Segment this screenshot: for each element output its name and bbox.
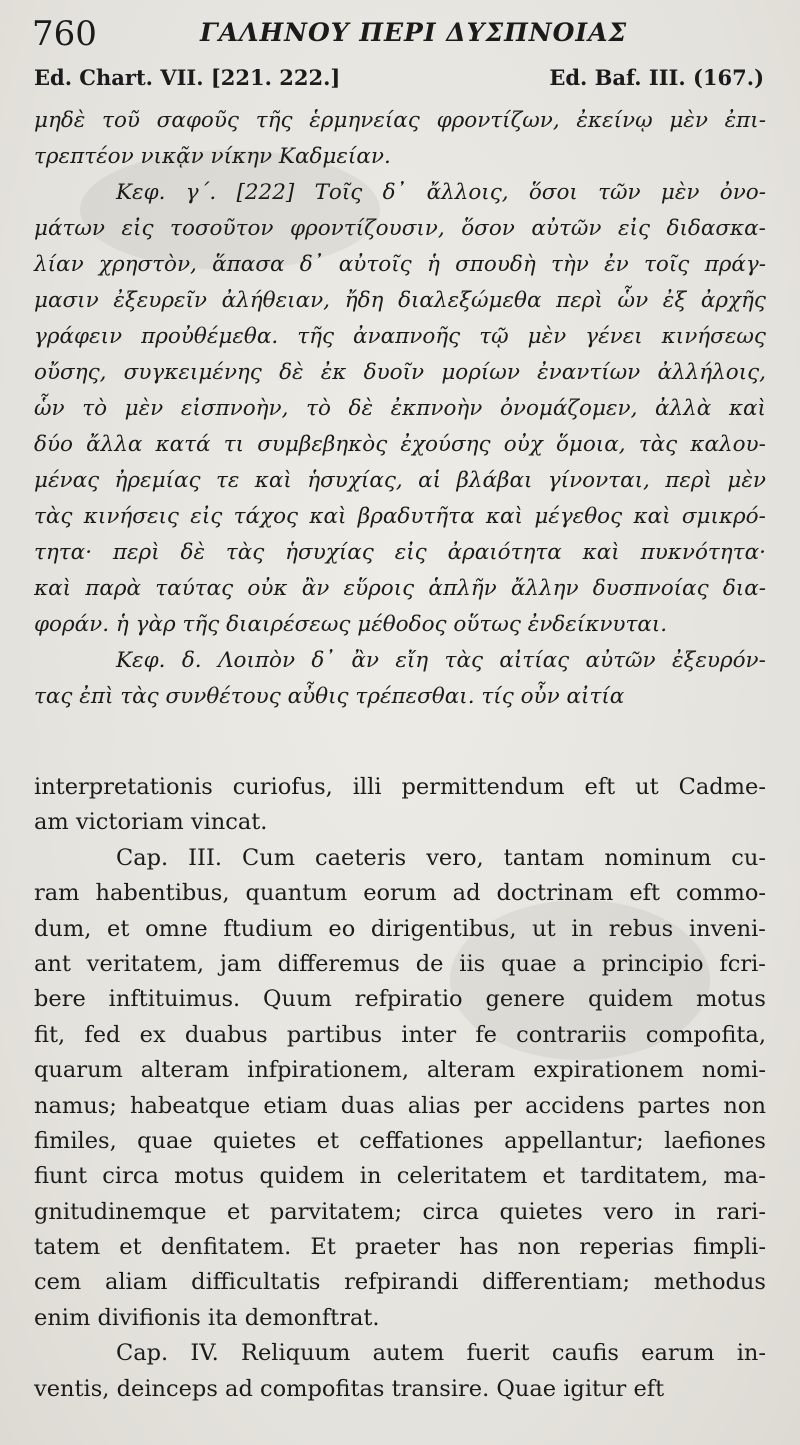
- greek-text-line: μηδὲ τοῦ σαφοῦς τῆς ἑρμηνείας φροντίζων, ἐκείνῳ μὲν ἐπι-: [34, 108, 766, 133]
- greek-text-line: Κεφ. γ΄. [222] Τοῖς δ᾽ ἄλλοις, ὅσοι τῶν μὲν ὀνο-: [116, 180, 766, 205]
- page-number: 760: [32, 14, 97, 54]
- greek-text-line: τας ἐπὶ τὰς συνθέτους αὖθις τρέπεσθαι. τίς οὖν αἰτία: [34, 684, 625, 709]
- greek-text-line: μασιν ἐξευρεῖν ἀλήθειαν, ἤδη διαλεξώμεθα περὶ ὧν ἐξ ἀρχῆς: [34, 288, 766, 313]
- greek-text-line: λίαν χρηστὸν, ἅπασα δ᾽ αὐτοῖς ἡ σπουδὴ τὴν ἐν τοῖς πράγ-: [34, 252, 766, 277]
- greek-text-line: οὔσης, συγκειμένης δὲ ἐκ δυοῖν μορίων ἐναντίων ἀλλήλοις,: [34, 360, 766, 385]
- greek-text-line: μάτων εἰς τοσοῦτον φροντίζουσιν, ὅσον αὐτῶν εἰς διδασκα-: [34, 216, 766, 241]
- latin-text-line: gnitudinemque et parvitatem; circa quietes vero in rari-: [34, 1198, 766, 1225]
- latin-text-line: interpretationis curiofus, illi permittendum eft ut Cadme-: [34, 774, 766, 800]
- greek-text-line: γράφειν προὐθέμεθα. τῆς ἀναπνοῆς τῷ μὲν γένει κινήσεως: [34, 324, 766, 349]
- greek-text-line: καὶ παρὰ ταύτας οὐκ ἂν εὕροις ἁπλῆν ἄλλην δυσπνοίας δια-: [34, 576, 766, 601]
- greek-text-line: ὧν τὸ μὲν εἰσπνοὴν, τὸ δὲ ἐκπνοὴν ὀνομάζομεν, ἀλλὰ καὶ: [34, 396, 766, 421]
- latin-text-line: ram habentibus, quantum eorum ad doctrinam eft commo-: [34, 880, 766, 907]
- latin-text-line: ventis, deinceps ad compofitas transire. Quae igitur eft: [34, 1375, 665, 1402]
- latin-text-line: dum, et omne ftudium eo dirigentibus, ut in rebus inveni-: [34, 915, 766, 942]
- greek-text-line: τρεπτέον νικᾷν νίκην Καδμείαν.: [34, 144, 391, 169]
- latin-text-line: quarum alteram infpirationem, alteram expirationem nomi-: [34, 1057, 766, 1084]
- latin-text-line: namus; habeatque etiam duas alias per accidens partes non: [34, 1092, 766, 1119]
- latin-text-line: am victoriam vincat.: [34, 809, 268, 836]
- latin-text-line: fiunt circa motus quidem in celeritatem et tarditatem, ma-: [34, 1163, 766, 1190]
- edition-reference-left: Ed. Chart. VII. [221. 222.]: [34, 65, 341, 90]
- latin-text-line: bere inftituimus. Quum refpiratio genere quidem motus: [34, 986, 766, 1013]
- greek-text-line: τητα· περὶ δὲ τὰς ἡσυχίας εἰς ἀραιότητα καὶ πυκνότητα·: [34, 540, 766, 565]
- greek-text-line: δύο ἄλλα κατά τι συμβεβηκὸς ἐχούσης οὐχ ὅμοια, τὰς καλου-: [34, 432, 766, 457]
- latin-text-line: Cap. IV. Reliquum autem fuerit caufis earum in-: [116, 1340, 766, 1367]
- latin-text-line: ant veritatem, jam differemus de iis quae a principio fcri-: [34, 950, 766, 977]
- latin-text-line: fimiles, quae quietes et ceffationes appellantur; laefiones: [34, 1127, 766, 1154]
- latin-text-line: fit, fed ex duabus partibus inter fe contrariis compofita,: [34, 1021, 766, 1048]
- greek-text-line: τὰς κινήσεις εἰς τάχος καὶ βραδυτῆτα καὶ μέγεθος καὶ σμικρό-: [34, 504, 766, 529]
- edition-reference-right: Ed. Baf. III. (167.): [549, 65, 764, 90]
- greek-text-block: [34, 103, 766, 715]
- greek-text-line: μένας ἠρεμίας τε καὶ ἡσυχίας, αἱ βλάβαι γίνονται, περὶ μὲν: [34, 468, 766, 493]
- latin-text-line: Cap. III. Cum caeteris vero, tantam nominum cu-: [116, 844, 766, 871]
- greek-text-line: φοράν. ἡ γὰρ τῆς διαιρέσεως μέθοδος οὕτως ἐνδείκνυται.: [34, 612, 668, 637]
- greek-text-line: Κεφ. δ. Λοιπὸν δ᾽ ἂν εἴη τὰς αἰτίας αὐτῶν ἐξευρόν-: [116, 648, 766, 673]
- latin-text-line: enim divifionis ita demonftrat.: [34, 1304, 380, 1331]
- running-title: ΓΑΛΗΝΟΥ ΠΕΡΙ ΔΥΣΠΝΟΙΑΣ: [200, 18, 628, 47]
- latin-text-block: [34, 770, 766, 1407]
- latin-text-line: tatem et denfitatem. Et praeter has non reperias fimpli-: [34, 1234, 766, 1261]
- latin-text-line: cem aliam difficultatis refpirandi differentiam; methodus: [34, 1269, 766, 1296]
